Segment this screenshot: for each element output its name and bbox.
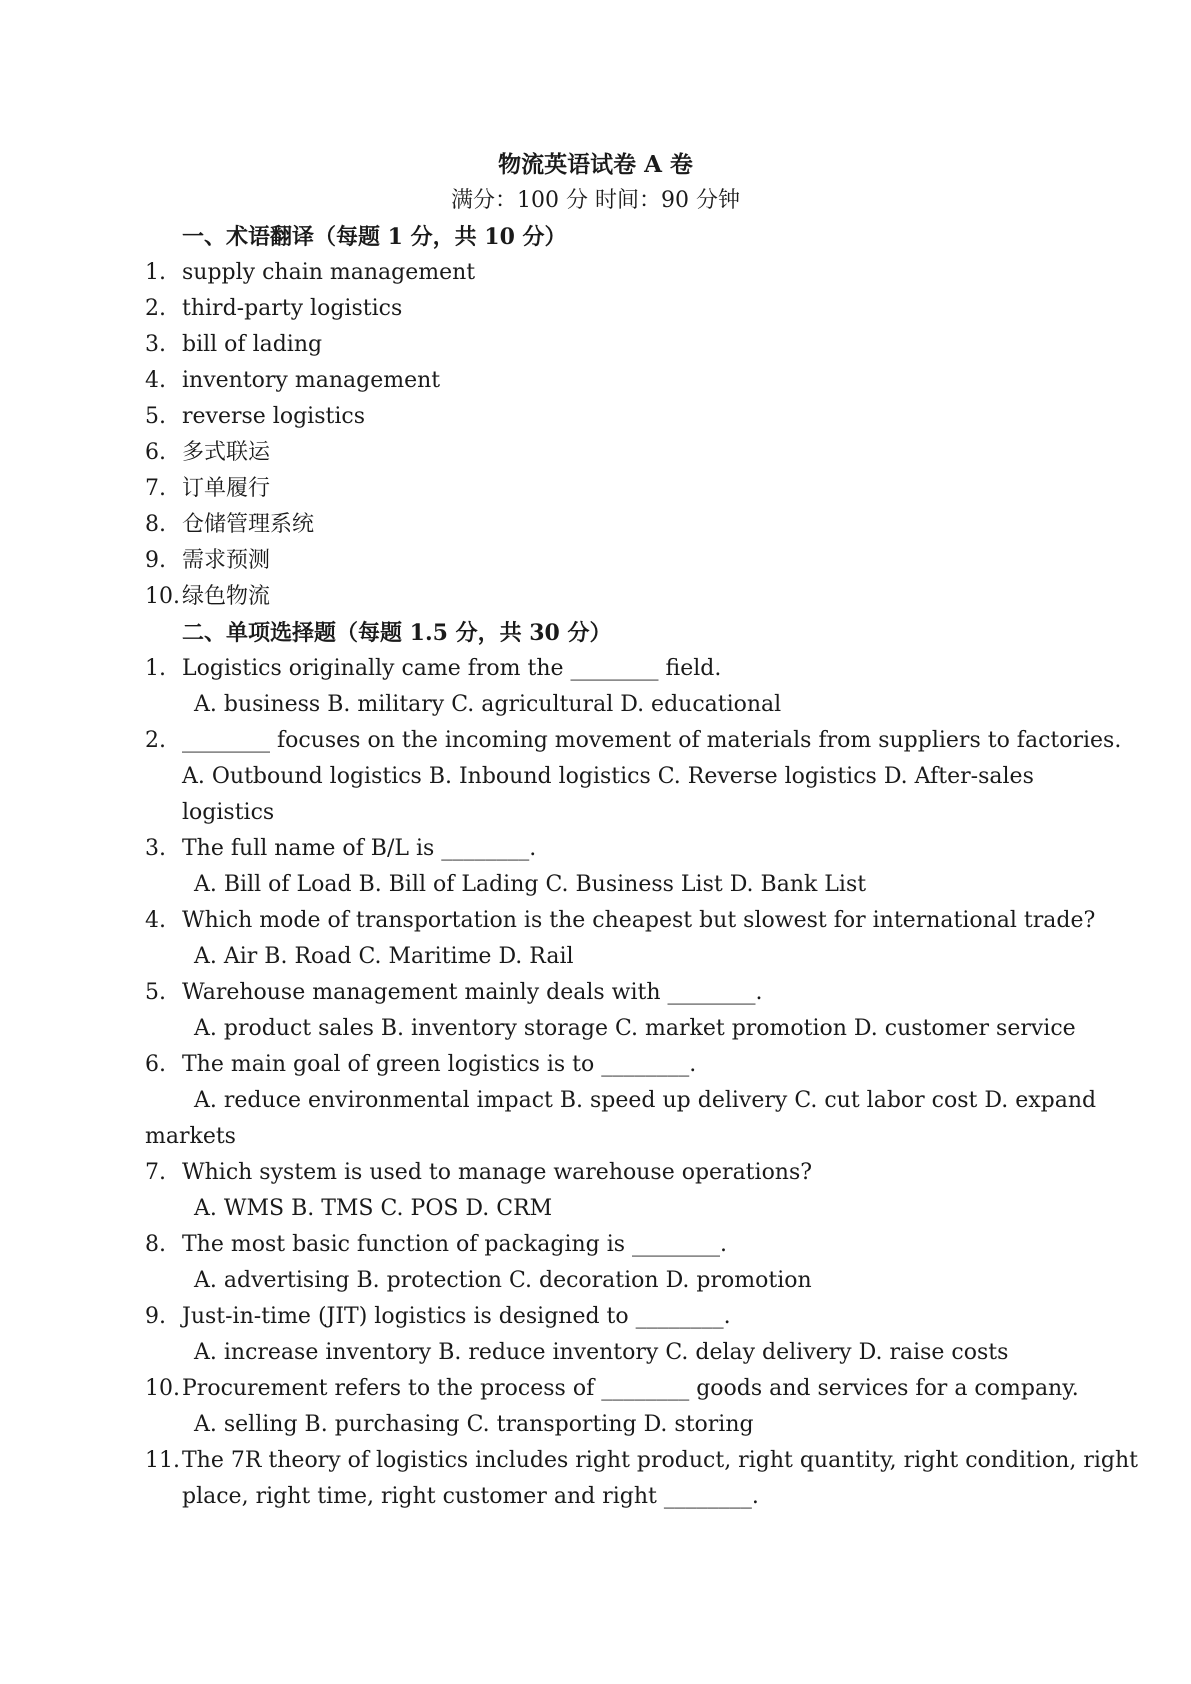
item-number: 3. <box>145 332 166 357</box>
item-number: 8. <box>145 512 166 537</box>
question-number: 7. <box>145 1160 166 1185</box>
section-heading-1: 一、术语翻译（每题 1 分，共 10 分） <box>182 224 567 250</box>
term-text: 需求预测 <box>182 548 271 573</box>
question-line <box>0 903 1191 939</box>
term-item <box>0 363 1191 399</box>
item-number: 5. <box>145 404 166 429</box>
question-options: A. increase inventory B. reduce inventory C. delay delivery D. raise costs <box>194 1340 1009 1365</box>
term-item <box>0 579 1191 615</box>
item-number: 10. <box>145 584 180 609</box>
question-number: 11. <box>145 1448 180 1473</box>
question-number: 9. <box>145 1304 166 1329</box>
question-line <box>0 651 1191 687</box>
question-number: 1. <box>145 656 166 681</box>
question-options: A. product sales B. inventory storage C. market promotion D. customer service <box>194 1016 1076 1041</box>
term-item <box>0 543 1191 579</box>
item-number: 9. <box>145 548 166 573</box>
question-text: The most basic function of packaging is ________. <box>182 1232 728 1257</box>
term-text: 订单履行 <box>182 476 271 501</box>
question-number: 6. <box>145 1052 166 1077</box>
question-line <box>0 1299 1191 1335</box>
term-item <box>0 507 1191 543</box>
term-item <box>0 327 1191 363</box>
question-line <box>0 1227 1191 1263</box>
term-text: reverse logistics <box>182 404 365 429</box>
item-number: 2. <box>145 296 166 321</box>
item-number: 4. <box>145 368 166 393</box>
term-item <box>0 291 1191 327</box>
item-number: 6. <box>145 440 166 465</box>
question-number: 8. <box>145 1232 166 1257</box>
item-number: 1. <box>145 260 166 285</box>
question-options-continued: logistics <box>182 800 275 825</box>
term-text: inventory management <box>182 368 441 393</box>
term-item <box>0 255 1191 291</box>
section-heading-2: 二、单项选择题（每题 1.5 分，共 30 分） <box>182 620 612 646</box>
question-line <box>0 831 1191 867</box>
term-text: third-party logistics <box>182 296 403 321</box>
question-text: The main goal of green logistics is to ________. <box>182 1052 697 1077</box>
question-text: Logistics originally came from the ________ field. <box>182 656 722 681</box>
question-options: A. Air B. Road C. Maritime D. Rail <box>194 944 574 969</box>
term-text: 绿色物流 <box>182 584 271 609</box>
question-line <box>0 1371 1191 1407</box>
term-item <box>0 471 1191 507</box>
term-text: bill of lading <box>182 332 323 357</box>
question-text: Which system is used to manage warehouse operations? <box>182 1160 813 1185</box>
question-options-continued: markets <box>145 1124 236 1149</box>
page-title: 物流英语试卷 A 卷 <box>498 151 693 178</box>
question-line <box>0 1047 1191 1083</box>
question-text: The full name of B/L is ________. <box>182 836 537 861</box>
term-text: supply chain management <box>182 260 476 285</box>
question-line <box>0 1155 1191 1191</box>
question-text: The 7R theory of logistics includes right product, right quantity, right condition, right <box>182 1448 1138 1473</box>
question-text: ________ focuses on the incoming movement of materials from suppliers to factories. <box>182 728 1122 753</box>
term-text: 多式联运 <box>182 440 271 465</box>
question-text: Warehouse management mainly deals with ________. <box>182 980 763 1005</box>
question-number: 4. <box>145 908 166 933</box>
question-options: A. WMS B. TMS C. POS D. CRM <box>194 1196 553 1221</box>
question-text: Procurement refers to the process of ________ goods and services for a company. <box>182 1376 1079 1401</box>
question-options: A. business B. military C. agricultural D. educational <box>194 692 782 717</box>
question-number: 3. <box>145 836 166 861</box>
item-number: 7. <box>145 476 166 501</box>
question-options: A. Bill of Load B. Bill of Lading C. Business List D. Bank List <box>194 872 867 897</box>
question-line <box>0 975 1191 1011</box>
question-text-continued: place, right time, right customer and right ________. <box>182 1484 759 1509</box>
term-item <box>0 399 1191 435</box>
term-text: 仓储管理系统 <box>182 512 315 537</box>
question-line <box>0 1443 1191 1479</box>
question-number: 2. <box>145 728 166 753</box>
question-options: A. selling B. purchasing C. transporting D. storing <box>194 1412 754 1437</box>
question-number: 10. <box>145 1376 180 1401</box>
question-line <box>0 723 1191 759</box>
question-number: 5. <box>145 980 166 1005</box>
question-options: A. reduce environmental impact B. speed up delivery C. cut labor cost D. expand <box>194 1088 1097 1113</box>
question-options: A. Outbound logistics B. Inbound logistics C. Reverse logistics D. After-sales <box>182 764 1034 789</box>
question-options: A. advertising B. protection C. decoration D. promotion <box>194 1268 812 1293</box>
exam-content <box>0 219 1191 1515</box>
exam-info: 满分：100 分 时间：90 分钟 <box>451 188 740 213</box>
term-item <box>0 435 1191 471</box>
question-text: Which mode of transportation is the cheapest but slowest for international trade? <box>182 908 1096 933</box>
question-text: Just-in-time (JIT) logistics is designed to ________. <box>182 1304 731 1329</box>
